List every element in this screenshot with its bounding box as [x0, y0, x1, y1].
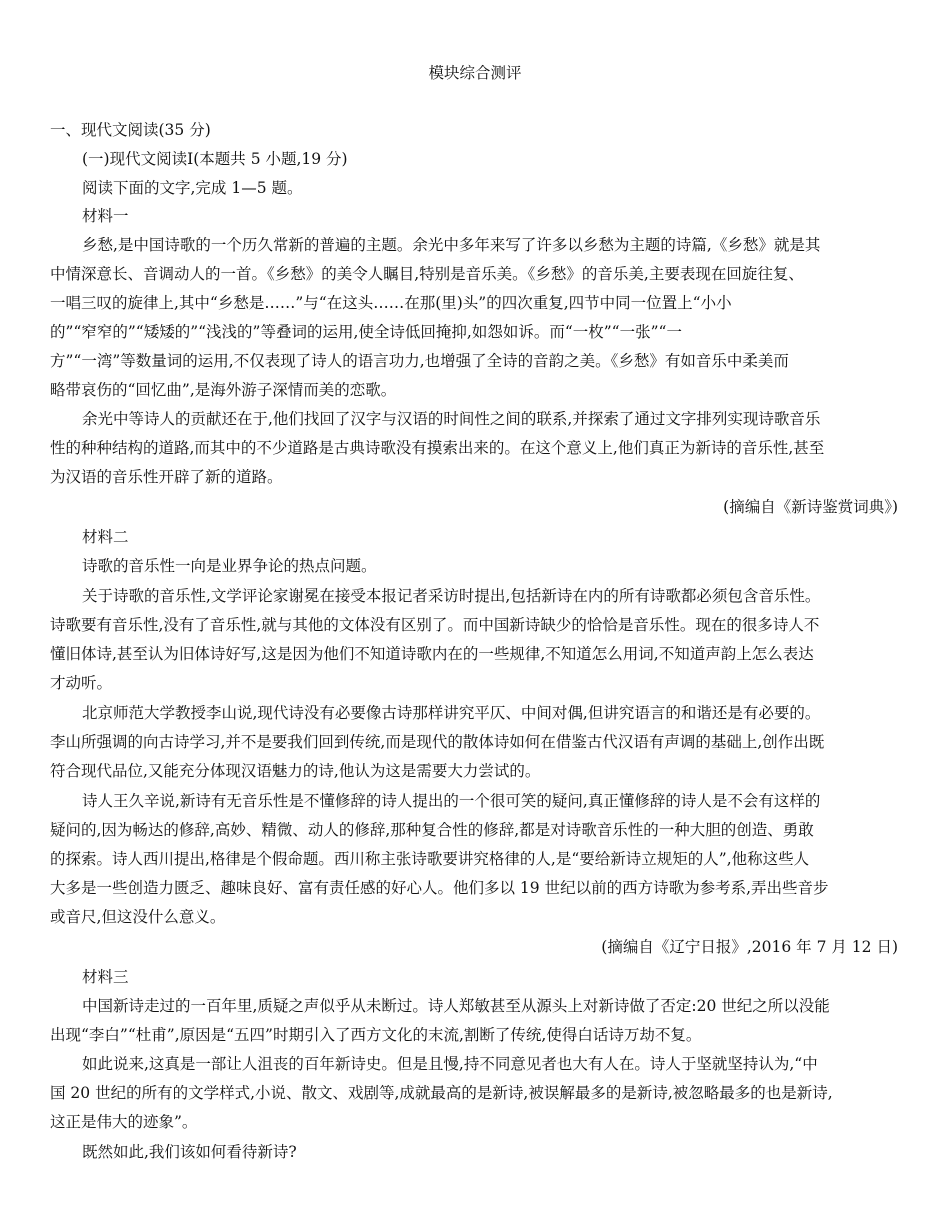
material-2-p4-line: 诗人王久辛说,新诗有无音乐性是不懂修辞的诗人提出的一个很可笑的疑问,真正懂修辞的诗人是不会有这样的: [82, 792, 821, 810]
material-2-p3-line: 北京师范大学教授李山说,现代诗没有必要像古诗那样讲究平仄、中间对偶,但讲究语言的和谐还是有必要的。: [82, 704, 821, 722]
material-1-p1-line: 的”“窄窄的”“矮矮的”“浅浅的”等叠词的运用,使全诗低回掩抑,如怨如诉。而“一枚”“一张”“一: [50, 323, 682, 341]
material-1-p2-line: 为汉语的音乐性开辟了新的道路。: [50, 468, 283, 486]
material-2-p4-line: 的探索。诗人西川提出,格律是个假命题。西川称主张诗歌要讲究格律的人,是“要给新诗立规矩的人”,他称这些人: [50, 850, 810, 868]
page-title: 模块综合测评: [428, 64, 522, 82]
material-2-p2-line: 诗歌要有音乐性,没有了音乐性,就与其他的文体没有区别了。而中国新诗缺少的恰恰是音乐性。现在的很多诗人不: [50, 616, 820, 634]
material-1-label: 材料一: [82, 207, 129, 225]
material-2-label: 材料二: [82, 528, 129, 546]
material-2-p4-line: 大多是一些创造力匮乏、趣味良好、富有责任感的好心人。他们多以 19 世纪以前的西方诗歌为参考系,弄出些音步: [50, 879, 829, 897]
material-2-source: (摘编自《辽宁日报》,2016 年 7 月 12 日): [601, 938, 898, 956]
material-1-p1-line: 一唱三叹的旋律上,其中“乡愁是……”与“在这头……在那(里)头”的四次重复,四节中同一位置上“小小: [50, 294, 732, 312]
material-1-p1-line: 乡愁,是中国诗歌的一个历久常新的普遍的主题。余光中多年来写了许多以乡愁为主题的诗篇,《乡愁》就是其: [82, 236, 821, 254]
material-2-p2-line: 才动听。: [50, 674, 113, 692]
material-2-p2-line: 关于诗歌的音乐性,文学评论家谢冕在接受本报记者采访时提出,包括新诗在内的所有诗歌都必须包含音乐性。: [82, 587, 821, 605]
material-2-p1-line: 诗歌的音乐性一向是业界争论的热点问题。: [82, 557, 377, 575]
material-3-p2-line: 如此说来,这真是一部让人沮丧的百年新诗史。但是且慢,持不同意见者也大有人在。诗人于坚就坚持认为,“中: [82, 1055, 818, 1073]
material-2-p4-line: 疑问的,因为畅达的修辞,高妙、精微、动人的修辞,那种复合性的修辞,都是对诗歌音乐性的一种大胆的创造、勇敢: [50, 821, 814, 839]
material-2-p4-line: 或音尺,但这没什么意义。: [50, 908, 226, 926]
section-heading: 一、现代文阅读(35 分): [50, 121, 211, 139]
material-3-p1-line: 中国新诗走过的一百年里,质疑之声似乎从未断过。诗人郑敏甚至从源头上对新诗做了否定:20 世纪之所以没能: [82, 997, 830, 1015]
material-3-p1-line: 出现“李白”“杜甫”,原因是“五四”时期引入了西方文化的末流,割断了传统,使得白话诗万劫不复。: [50, 1026, 702, 1044]
material-1-p2-line: 余光中等诗人的贡献还在于,他们找回了汉字与汉语的时间性之间的联系,并探索了通过文字排列实现诗歌音乐: [82, 410, 821, 428]
material-2-p3-line: 符合现代品位,又能充分体现汉语魅力的诗,他认为这是需要大力尝试的。: [50, 762, 541, 780]
material-1-p1-line: 略带哀伤的“回忆曲”,是海外游子深情而美的恋歌。: [50, 381, 397, 399]
material-3-p2-line: 这正是伟大的迹象”。: [50, 1113, 198, 1131]
material-3-p2-line: 国 20 世纪的所有的文学样式,小说、散文、戏剧等,成就最高的是新诗,被误解最多的是新诗,被忽略最多的也是新诗,: [50, 1084, 833, 1102]
instruction: 阅读下面的文字,完成 1—5 题。: [82, 179, 303, 197]
material-2-p3-line: 李山所强调的向古诗学习,并不是要我们回到传统,而是现代的散体诗如何在借鉴古代汉语有声调的基础上,创作出既: [50, 733, 825, 751]
material-1-p1-line: 方”“一湾”等数量词的运用,不仅表现了诗人的语言功力,也增强了全诗的音韵之美。《乡愁》有如音乐中柔美而: [50, 352, 789, 370]
material-1-p1-line: 中情深意长、音调动人的一首。《乡愁》的美令人瞩目,特别是音乐美。《乡愁》的音乐美,主要表现在回旋往复、: [50, 265, 804, 283]
material-3-p3-line: 既然如此,我们该如何看待新诗?: [82, 1143, 297, 1161]
material-3-label: 材料三: [82, 968, 129, 986]
material-2-p2-line: 懂旧体诗,甚至认为旧体诗好写,这是因为他们不知道诗歌内在的一些规律,不知道怎么用词,不知道声韵上怎么表达: [50, 645, 814, 663]
material-1-source: (摘编自《新诗鉴赏词典》): [723, 498, 898, 516]
sub-heading: (一)现代文阅读Ⅰ(本题共 5 小题,19 分): [82, 150, 348, 168]
material-1-p2-line: 性的种种结构的道路,而其中的不少道路是古典诗歌没有摸索出来的。在这个意义上,他们真正为新诗的音乐性,甚至: [50, 439, 825, 457]
